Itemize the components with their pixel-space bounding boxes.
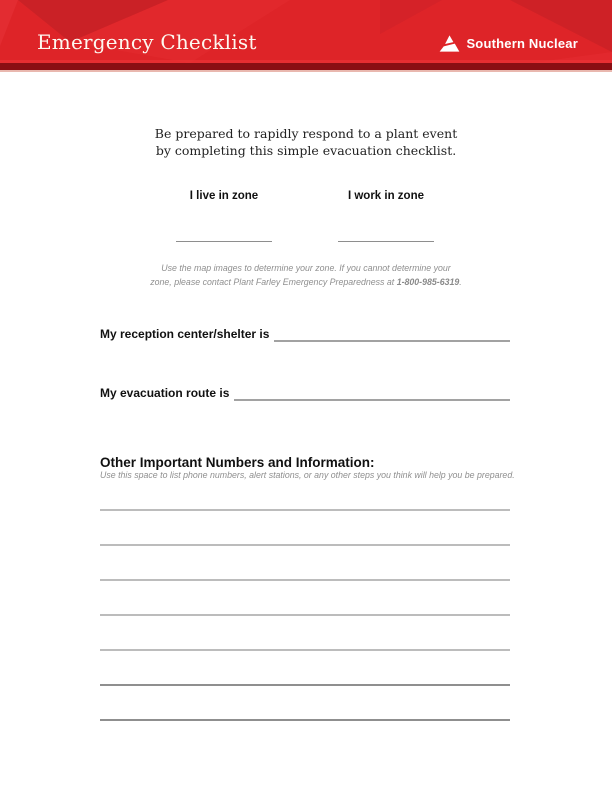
zone-note-line2-suffix: . (459, 276, 462, 287)
write-in-line[interactable] (100, 649, 510, 651)
reception-center-label: My reception center/shelter is (100, 327, 270, 341)
brand-logo (439, 35, 578, 52)
header-stripe-light (0, 70, 612, 72)
work-zone-group (301, 190, 471, 202)
zone-note (100, 261, 512, 289)
page-title: Emergency Checklist (37, 30, 257, 54)
emergency-phone-number: 1-800-985-6319 (396, 276, 460, 287)
write-in-line[interactable] (100, 509, 510, 511)
other-info-heading: Other Important Numbers and Information: (100, 455, 375, 471)
intro-line1: Be prepared to rapidly respond to a plant event (154, 125, 458, 141)
work-zone-blank-field[interactable] (338, 241, 434, 242)
write-in-line[interactable] (100, 684, 510, 686)
write-in-line[interactable] (100, 579, 510, 581)
live-zone-blank-field[interactable] (176, 241, 272, 242)
brand-name: Southern Nuclear (466, 36, 578, 51)
evacuation-route-row (100, 384, 510, 401)
intro-line2: by completing this simple evacuation checklist. (155, 142, 457, 158)
write-in-line[interactable] (100, 719, 510, 721)
intro-text (0, 125, 612, 159)
header-banner (0, 0, 612, 63)
zone-note-line1: Use the map images to determine your zone. If you cannot determine your (161, 262, 451, 273)
evacuation-route-label: My evacuation route is (100, 386, 230, 400)
work-zone-label: I work in zone (347, 190, 425, 202)
live-zone-label: I live in zone (189, 190, 259, 202)
write-in-line[interactable] (100, 614, 510, 616)
southern-nuclear-logo-icon (439, 35, 460, 52)
reception-center-blank-field[interactable] (274, 326, 510, 342)
header-stripe-dark (0, 63, 612, 70)
evacuation-route-blank-field[interactable] (234, 385, 510, 401)
reception-center-row (100, 325, 510, 342)
zone-note-line2-prefix: zone, please contact Plant Farley Emergency Preparedness at (150, 276, 397, 287)
live-zone-group (139, 190, 309, 202)
write-in-line[interactable] (100, 544, 510, 546)
other-info-subtext: Use this space to list phone numbers, alert stations, or any other steps you think will help you be prepared. (100, 469, 515, 480)
